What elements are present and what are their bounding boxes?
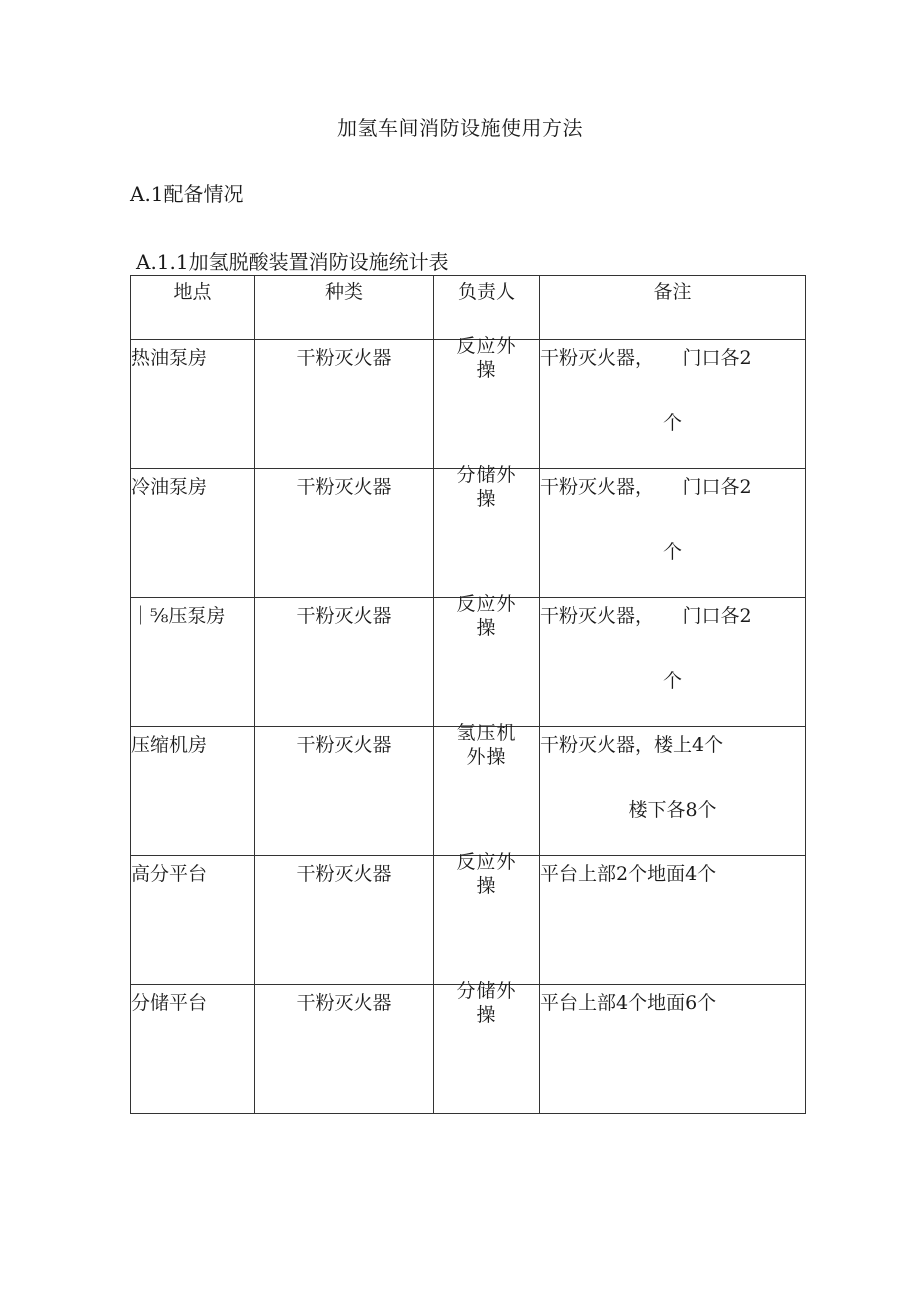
cell-person xyxy=(434,335,540,469)
fire-facilities-table xyxy=(130,275,806,1114)
cell-type: 干粉灭火器 xyxy=(255,727,434,856)
cell-note xyxy=(540,340,806,469)
cell-type: 干粉灭火器 xyxy=(255,340,434,469)
table-row xyxy=(131,727,806,856)
cell-note xyxy=(540,727,806,856)
note-line-2: 个 xyxy=(662,412,682,434)
cell-location: 热油泵房 xyxy=(131,340,255,469)
note-line-2: 楼下各8个 xyxy=(628,799,717,821)
table-caption: A.1.1加氢脱酸装置消防设施统计表 xyxy=(136,250,449,274)
cell-type: 干粉灭火器 xyxy=(255,985,434,1114)
table-row xyxy=(131,469,806,598)
table-header-row xyxy=(131,276,806,340)
table-row xyxy=(131,598,806,727)
cell-person xyxy=(434,464,540,598)
document-title: 加氢车间消防设施使用方法 xyxy=(337,116,583,140)
person-text: 分储外操 xyxy=(456,980,517,1026)
cell-location: 冷油泵房 xyxy=(131,469,255,598)
note-line-1: 平台上部4个地面6个 xyxy=(540,992,717,1014)
note-line-2: 个 xyxy=(662,541,682,563)
cell-note xyxy=(540,985,806,1114)
header-type: 种类 xyxy=(255,276,434,340)
header-note: 备注 xyxy=(540,276,806,340)
cell-location: 高分平台 xyxy=(131,856,255,985)
table-row xyxy=(131,985,806,1114)
cell-person xyxy=(434,593,540,727)
cell-note xyxy=(540,598,806,727)
note-line-1: 干粉灭火器， 门口各2 xyxy=(540,605,752,627)
person-text: 反应外操 xyxy=(456,593,517,639)
person-text: 反应外操 xyxy=(456,851,517,897)
cell-note xyxy=(540,856,806,985)
header-person: 负责人 xyxy=(434,276,540,340)
cell-location: 分储平台 xyxy=(131,985,255,1114)
cell-type: 干粉灭火器 xyxy=(255,469,434,598)
cell-location: 压缩机房 xyxy=(131,727,255,856)
note-line-1: 平台上部2个地面4个 xyxy=(540,863,717,885)
table-row xyxy=(131,340,806,469)
cell-person xyxy=(434,722,540,856)
header-location: 地点 xyxy=(131,276,255,340)
note-line-1: 干粉灭火器，楼上4个 xyxy=(540,734,724,756)
note-line-1: 干粉灭火器， 门口各2 xyxy=(540,347,752,369)
note-line-1: 干粉灭火器， 门口各2 xyxy=(540,476,752,498)
table-row xyxy=(131,856,806,985)
cell-type: 干粉灭火器 xyxy=(255,598,434,727)
cell-person xyxy=(434,851,540,985)
cell-type: 干粉灭火器 xyxy=(255,856,434,985)
person-text: 氢压机外操 xyxy=(456,722,517,768)
person-text: 反应外操 xyxy=(456,335,517,381)
cell-note xyxy=(540,469,806,598)
person-text: 分储外操 xyxy=(456,464,517,510)
section-heading: A.1配备情况 xyxy=(130,182,244,206)
cell-person xyxy=(434,980,540,1114)
cell-location: ｜⅝压泵房 xyxy=(131,598,255,727)
note-line-2: 个 xyxy=(662,670,682,692)
